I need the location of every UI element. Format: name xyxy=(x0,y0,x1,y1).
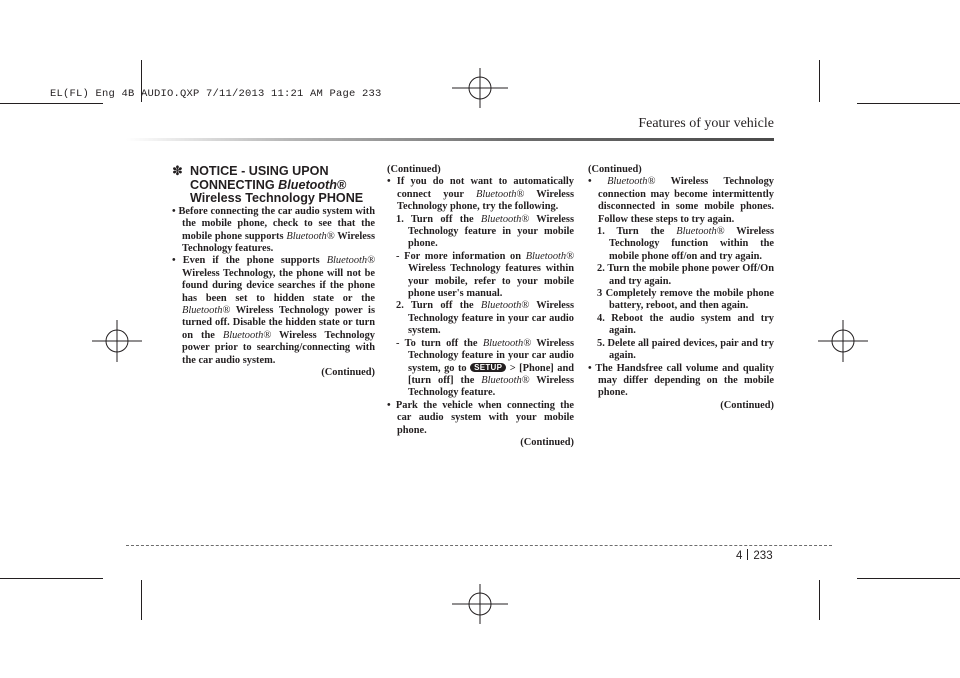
registration-mark-left xyxy=(92,320,142,362)
notice-title xyxy=(172,164,375,206)
crop-mark-bottom-left-v xyxy=(141,580,142,620)
page-number xyxy=(736,549,773,562)
crop-mark-bottom-right-v xyxy=(819,580,820,620)
step-reboot-audio: 4. Reboot the audio system and try again. xyxy=(597,312,774,337)
step-turn-off-phone: 1. Turn off the Bluetooth® Wireless Technology feature in your mobile phone. xyxy=(396,213,575,250)
bullet-hidden-state: • Even if the phone supports Bluetooth® Wireless Technology, the phone will not be found during device searches if the phone has been set to hidden state or the Bluetooth® Wireless Technology power is turned off. Disable the hidden state or turn on the Bluetooth® Wireless Technology power prior to searching/connecting with the car audio system. xyxy=(172,255,375,366)
page-number-value: 233 xyxy=(753,550,773,562)
column-1 xyxy=(172,164,375,379)
step-turn-off-audio: 2. Turn off the Bluetooth® Wireless Technology feature in your car audio system. xyxy=(396,300,575,337)
step-setup-phone-menu: - To turn off the Bluetooth® Wireless Technology feature in your car audio system, go to SETUP > [Phone] and [turn off] the Bluetooth® Wireless Technology feature. xyxy=(396,337,575,399)
section-header-title: Features of your vehicle xyxy=(638,116,774,131)
notice-title-text: NOTICE - USING UPON CONNECTING xyxy=(190,164,329,192)
crop-mark-bottom-right-h xyxy=(857,578,960,579)
crop-mark-top-right-v xyxy=(819,60,820,102)
step-toggle-bluetooth: 1. Turn the Bluetooth® Wireless Technology function within the mobile phone off/on and try again. xyxy=(597,226,774,262)
column-3 xyxy=(588,164,774,412)
registration-mark-bottom xyxy=(452,584,508,624)
header-rule xyxy=(126,138,774,141)
continued-label: (Continued) xyxy=(321,367,375,379)
bullet-disable-auto-connect: • If you do not want to automatically connect your Bluetooth® Wireless Technology phone, try the following. xyxy=(387,176,574,213)
step-phone-power: 2. Turn the mobile phone power Off/On and try again. xyxy=(597,263,774,287)
column-2 xyxy=(387,164,574,449)
step-delete-paired: 5. Delete all paired devices, pair and try again. xyxy=(597,337,774,362)
continued-label-top: (Continued) xyxy=(588,164,642,175)
bullet-intermittent-disconnect: • Bluetooth® Wireless Technology connection may become intermittently disconnected in some mobile phones. Follow these steps to try again. xyxy=(588,176,774,225)
footer-rule xyxy=(126,545,832,546)
bullet-handsfree-volume: • The Handsfree call volume and quality may differ depending on the mobile phone. xyxy=(588,362,774,399)
continued-label: (Continued) xyxy=(720,399,774,411)
crop-mark-top-right-h xyxy=(857,103,960,104)
page-number-separator xyxy=(747,549,748,560)
setup-button-icon: SETUP xyxy=(470,363,506,372)
notice-title-text-end: Wireless Technology PHONE xyxy=(190,191,364,206)
chapter-number: 4 xyxy=(736,550,743,562)
bullet-park-vehicle: • Park the vehicle when connecting the car audio system with your mobile phone. xyxy=(387,399,574,436)
continued-label-top: (Continued) xyxy=(387,164,441,175)
bullet-check-support: • Before connecting the car audio system with the mobile phone, check to see that the mobile phone supports Bluetooth® Wireless Technology features. xyxy=(172,205,375,254)
step-remove-battery: 3 Completely remove the mobile phone battery, reboot, and then again. xyxy=(597,288,774,312)
continued-label: (Continued) xyxy=(520,436,574,448)
step-more-information: - For more information on Bluetooth® Wireless Technology features within your mobile, refer to your mobile phone user's manual. xyxy=(396,250,574,300)
registration-mark-right xyxy=(818,320,868,362)
notice-star-icon: ✽ xyxy=(172,163,183,178)
crop-mark-bottom-left-h xyxy=(0,578,103,579)
notice-title-brand: Bluetooth® xyxy=(278,177,347,192)
crop-mark-top-left-h xyxy=(0,103,103,104)
registration-mark-top xyxy=(452,68,508,108)
print-slug-line: EL(FL) Eng 4B AUDIO.QXP 7/11/2013 11:21 AM Page 233 xyxy=(50,88,382,100)
